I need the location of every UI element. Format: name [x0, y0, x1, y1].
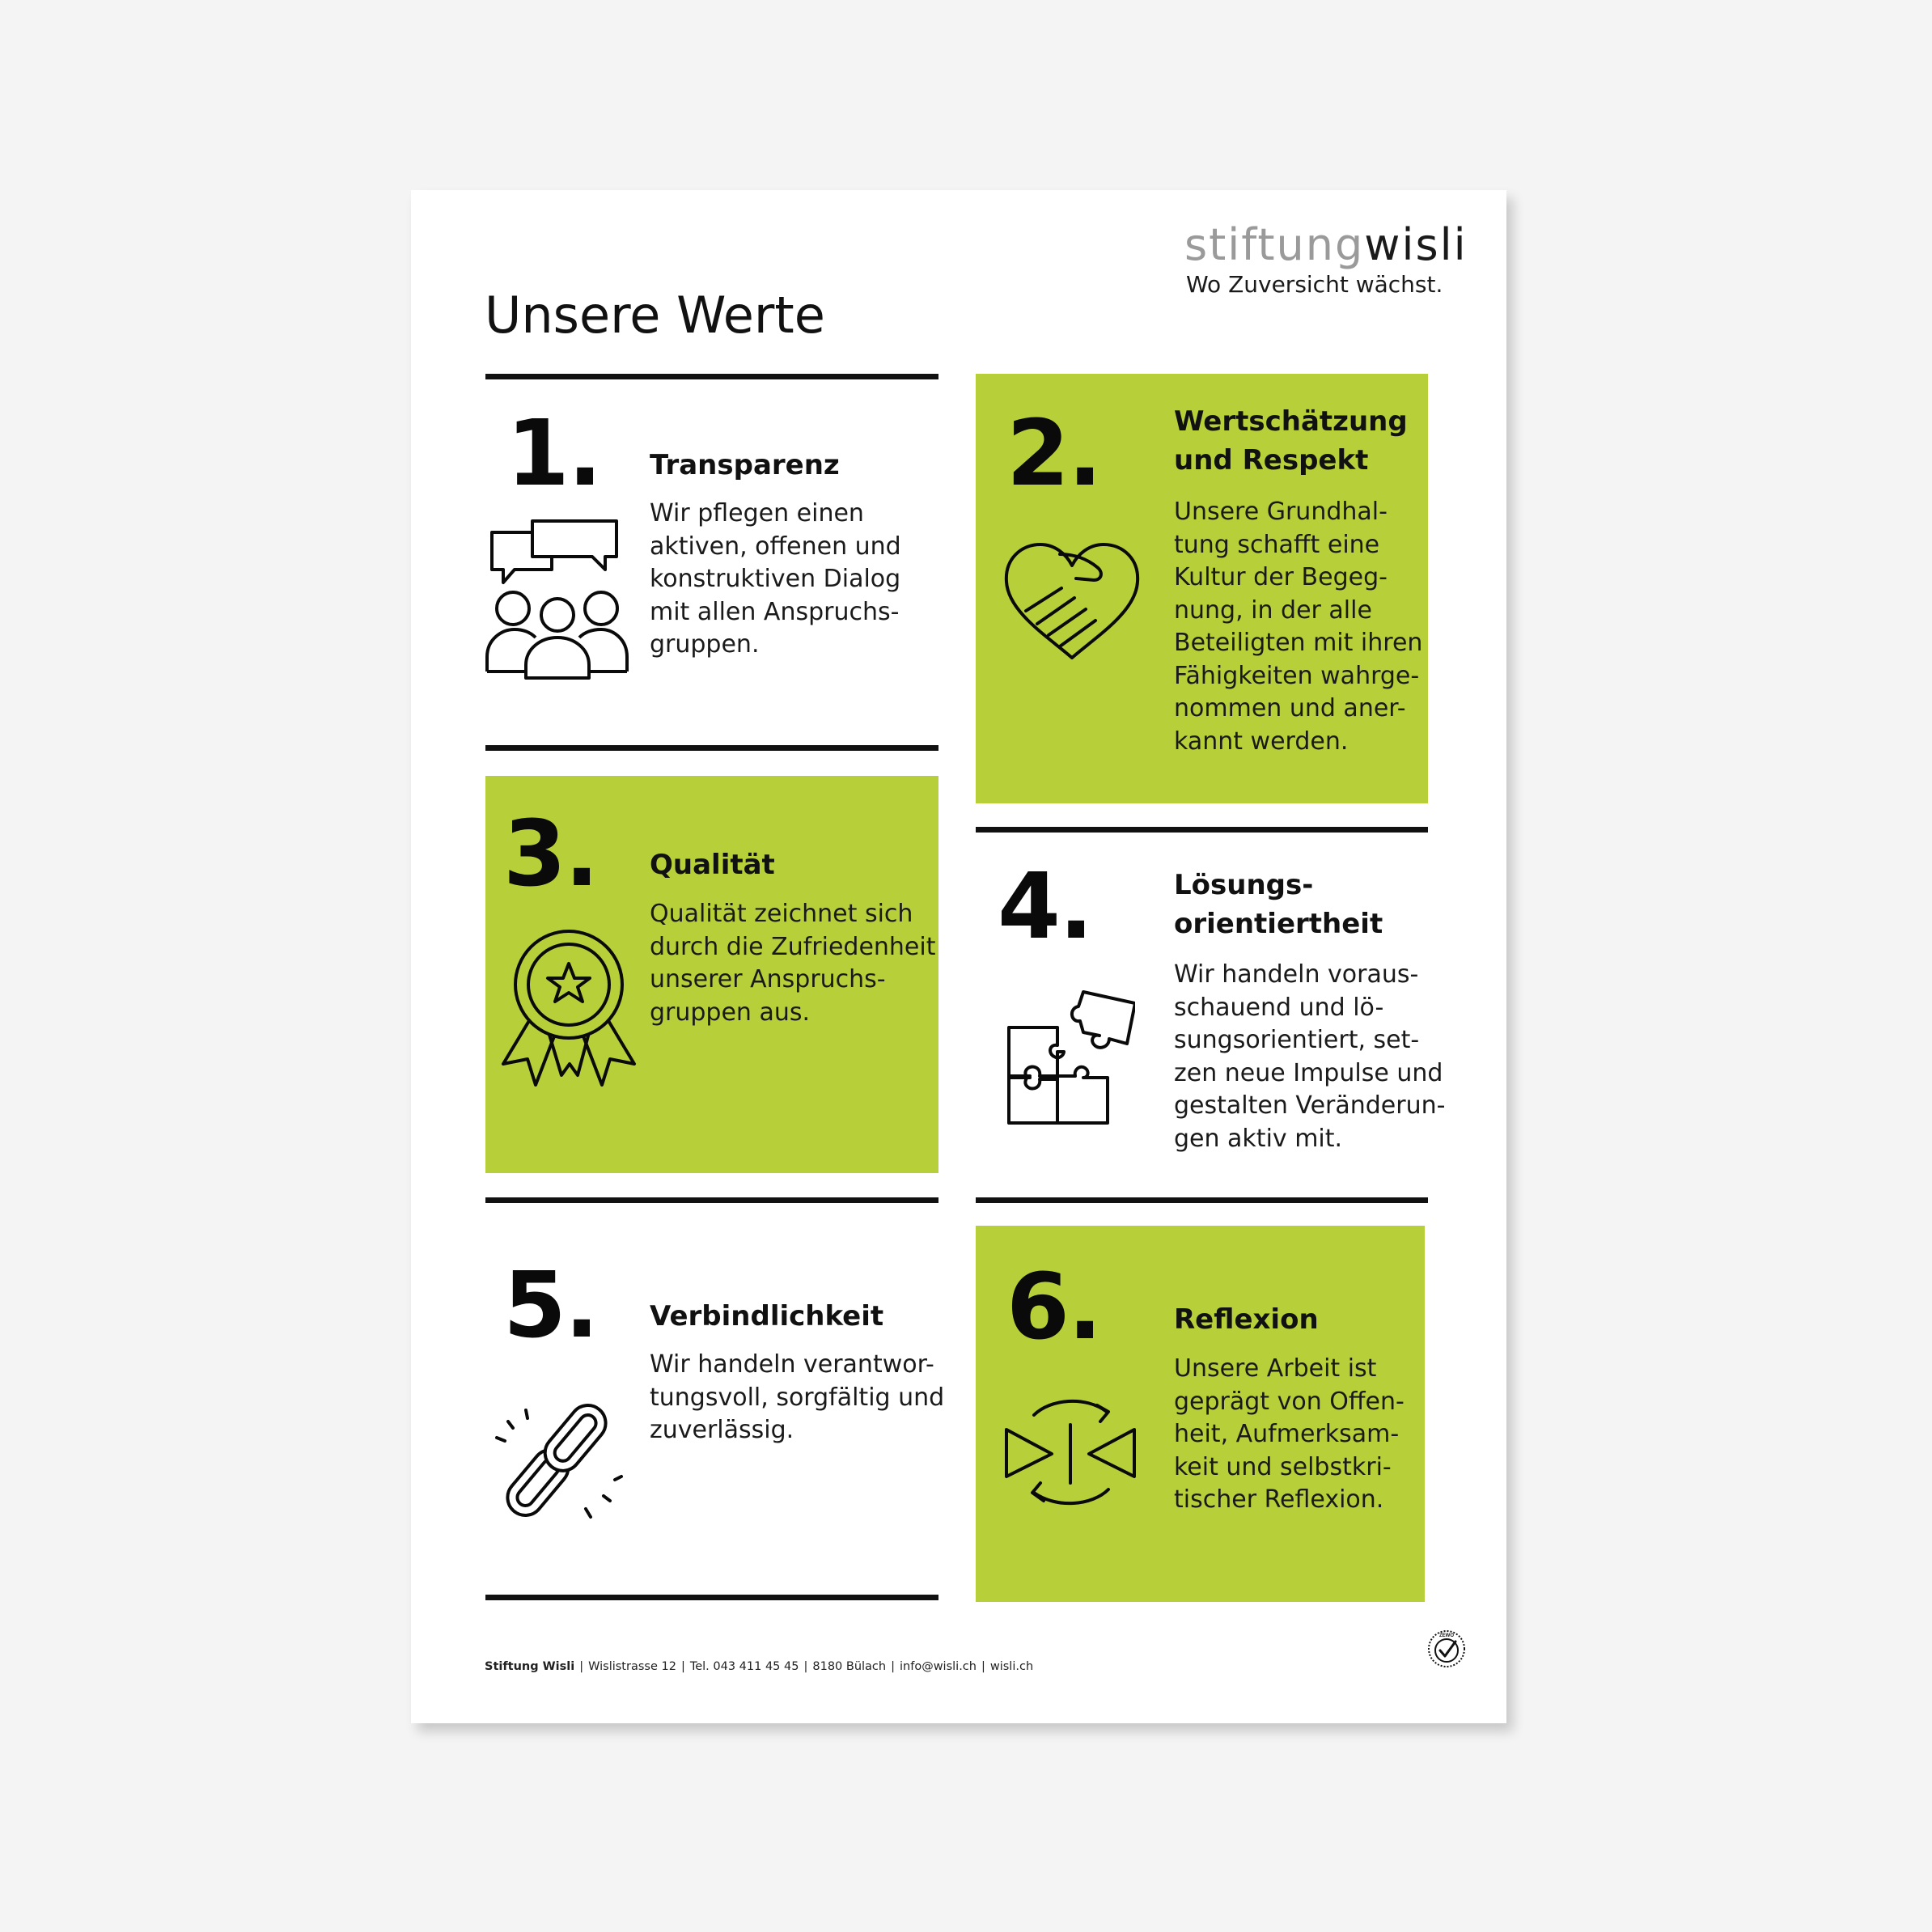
divider	[485, 374, 938, 379]
value-heading: Lösungs-	[1174, 869, 1314, 901]
value-number: 2.	[1006, 401, 1101, 506]
value-heading: Verbindlichkeit	[650, 1300, 884, 1332]
footer-address: Wislistrasse 12	[588, 1660, 676, 1673]
footer-email: info@wisli.ch	[900, 1660, 977, 1673]
value-number: 4.	[998, 854, 1092, 960]
value-number: 3.	[503, 802, 598, 907]
speech-bubbles-people-icon	[484, 518, 631, 680]
divider	[976, 1197, 1428, 1203]
heart-handshake-icon	[1002, 540, 1143, 661]
footer-org: Stiftung Wisli	[485, 1660, 575, 1673]
poster-sheet	[411, 190, 1506, 1723]
value-heading: Reflexion	[1174, 1303, 1319, 1336]
award-rosette-icon	[500, 926, 638, 1088]
value-text: Qualität zeichnet sich durch die Zufriedenheit unserer Anspruchs- gruppen aus.	[650, 900, 936, 1027]
svg-text:ZEWO: ZEWO	[1439, 1633, 1454, 1638]
footer-web: wisli.ch	[989, 1660, 1034, 1673]
logo-word-light: stiftung	[1184, 219, 1365, 270]
chain-link-icon	[484, 1396, 629, 1525]
brand-logo	[1184, 221, 1468, 269]
divider	[485, 1595, 938, 1600]
value-number: 1.	[506, 401, 601, 506]
puzzle-pieces-icon	[1006, 987, 1135, 1125]
footer-city: 8180 Bülach	[812, 1660, 887, 1673]
value-text: Wir handeln voraus- schauend und lö- sungsorientiert, set- zen neue Impulse und gestalten Veränderun- gen aktiv mit.	[1174, 960, 1446, 1153]
value-text: Wir pflegen einen aktiven, offenen und konstruktiven Dialog mit allen Anspruchs- gruppen.	[650, 499, 901, 659]
zewo-badge-icon	[1426, 1629, 1467, 1672]
divider	[485, 1197, 938, 1203]
page-title: Unsere Werte	[485, 286, 825, 345]
divider	[976, 827, 1428, 833]
value-heading: Qualität	[650, 849, 775, 881]
logo-word-dark: wisli	[1364, 219, 1468, 270]
brand-tagline: Wo Zuversicht wächst.	[1186, 271, 1443, 298]
reflection-cycle-icon	[1002, 1388, 1139, 1517]
value-text: Wir handeln verantwor- tungsvoll, sorgfältig und zuverlässig.	[650, 1350, 945, 1444]
value-number: 5.	[503, 1253, 598, 1358]
divider	[485, 745, 938, 751]
value-heading: Wertschätzung	[1174, 405, 1408, 438]
footer-contact: Stiftung Wisli | Wislistrasse 12 | Tel. 043 411 45 45 | 8180 Bülach | info@wisli.ch | wisli.ch	[485, 1660, 1034, 1673]
value-text: Unsere Arbeit ist geprägt von Offen- heit, Aufmerksam- keit und selbstkri- tischer Reflexion.	[1174, 1354, 1405, 1514]
value-text: Unsere Grundhal- tung schafft eine Kultur der Begeg- nung, in der alle Beteiligten mit ihren Fähigkeiten wahrge- nommen und aner- kannt werden.	[1174, 498, 1423, 756]
value-number: 6.	[1006, 1255, 1101, 1360]
value-heading: und Respekt	[1174, 444, 1369, 477]
value-heading: orientiertheit	[1174, 908, 1383, 940]
footer-phone: Tel. 043 411 45 45	[689, 1660, 799, 1673]
value-heading: Transparenz	[650, 449, 840, 481]
